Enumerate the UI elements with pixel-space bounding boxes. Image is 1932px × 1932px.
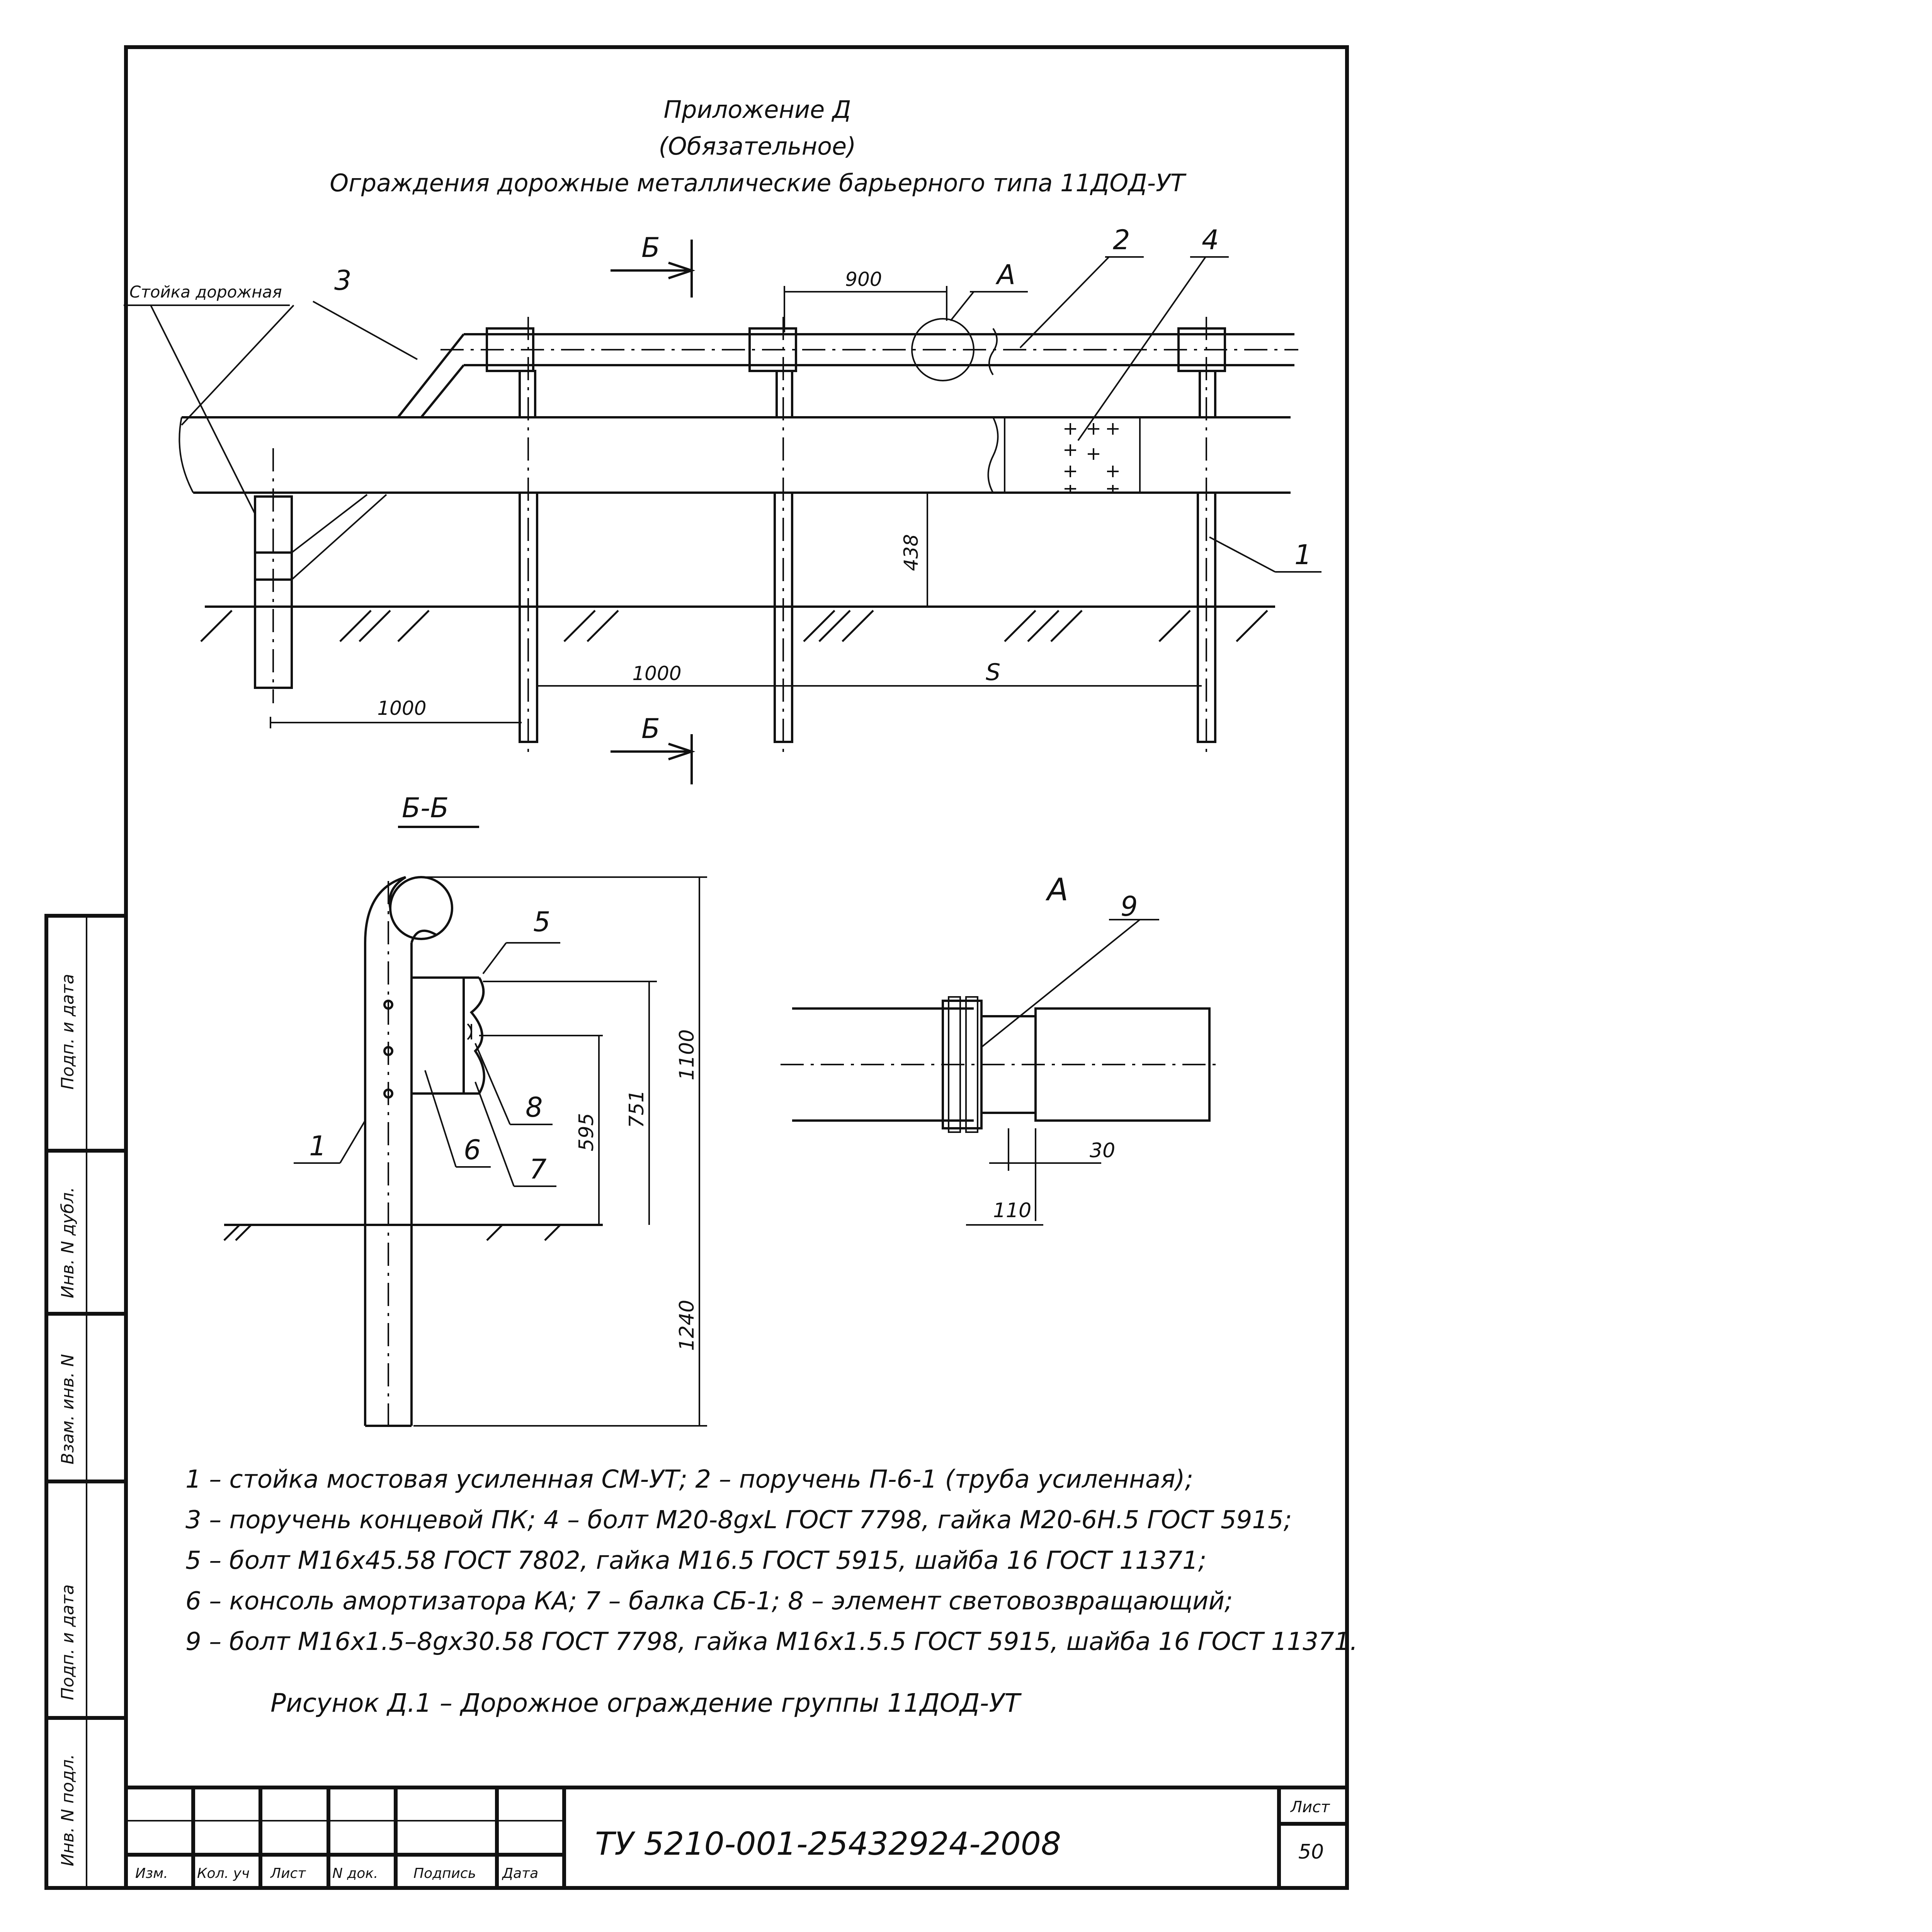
- tb-col-kol: Кол. уч: [197, 1866, 250, 1881]
- callout-3: 3: [334, 265, 352, 296]
- dim-30: 30: [1090, 1139, 1116, 1162]
- post-axes: [273, 317, 1206, 757]
- console-beam: [412, 978, 484, 1094]
- section-title: Б-Б: [402, 792, 449, 824]
- callout-1: 1: [1294, 539, 1312, 571]
- bolt-group: [1065, 423, 1119, 493]
- dim-595: 595: [575, 1113, 598, 1151]
- legend-line-3: 5 – болт М16х45.58 ГОСТ 7802, гайка М16.5 ГОСТ 5915, шайба 16 ГОСТ 11371;: [185, 1546, 1207, 1575]
- callout-s6: 6: [464, 1134, 481, 1166]
- callout-s1: 1: [309, 1130, 327, 1162]
- dim-900: 900: [845, 268, 882, 291]
- legend-line-5: 9 – болт М16х1.5–8gх30.58 ГОСТ 7798, гайка М16х1.5.5 ГОСТ 5915, шайба 16 ГОСТ 11371.: [185, 1628, 1358, 1656]
- callout-2: 2: [1113, 224, 1130, 256]
- side-stamp-4: Подп. и дата: [58, 1584, 78, 1700]
- side-stamp-3: Взам. инв. N: [58, 1354, 78, 1464]
- dim-110: 110: [993, 1199, 1032, 1222]
- callout-s8: 8: [526, 1092, 543, 1123]
- figure-caption: Рисунок Д.1 – Дорожное ограждение группы 11ДОД-УТ: [270, 1688, 1020, 1718]
- section-mark-bottom: Б: [641, 713, 660, 745]
- section-leaders: [294, 943, 560, 1186]
- dim-1100: 1100: [675, 1029, 699, 1081]
- appendix-title: Приложение Д: [663, 95, 851, 124]
- dim-438: 438: [900, 534, 922, 571]
- section-view: [224, 792, 707, 1430]
- side-stamp-2: Инв. N дубл.: [58, 1187, 78, 1298]
- dim-s: S: [985, 659, 1001, 686]
- legend-line-4: 6 – консоль амортизатора КА; 7 – балка СБ-1; 8 – элемент световозвращающий;: [185, 1587, 1233, 1616]
- dim-751: 751: [625, 1090, 648, 1128]
- section-mark-top: Б: [641, 232, 660, 264]
- section-dim-texts: [575, 1029, 699, 1351]
- post-section: [365, 877, 437, 1426]
- handrail-pipe: [398, 328, 1298, 417]
- detail-view: [781, 872, 1217, 1225]
- legend: [185, 1465, 1358, 1656]
- callout-s5: 5: [533, 906, 551, 938]
- section-dims: [413, 877, 707, 1426]
- title-block: [126, 1787, 1347, 1888]
- front-labels: [129, 224, 1312, 745]
- drawing-title: Ограждения дорожные металлические барьерного типа 11ДОД-УТ: [330, 169, 1185, 197]
- callout-s7: 7: [529, 1153, 547, 1185]
- tb-col-list: Лист: [270, 1866, 306, 1881]
- post-road-label: Стойка дорожная: [129, 282, 282, 301]
- dimension-lines: [270, 286, 1202, 728]
- detail-mark: А: [997, 259, 1015, 291]
- detail-title: А: [1047, 872, 1068, 908]
- dim-1000-left: 1000: [377, 697, 427, 719]
- side-stamp-texts: [58, 974, 78, 1866]
- dim-1240: 1240: [675, 1299, 699, 1351]
- side-stamp-1: Подп. и дата: [58, 974, 78, 1090]
- handrail-section: [390, 877, 452, 939]
- detail-dim-texts: [993, 891, 1138, 1222]
- tb-col-ndok: N док.: [332, 1866, 378, 1881]
- sheet-number: 50: [1298, 1840, 1324, 1864]
- detail-dims: [966, 920, 1159, 1225]
- guard-beam: [179, 417, 1291, 493]
- document-code: ТУ 5210-001-25432924-2008: [595, 1826, 1061, 1862]
- section-ground-hatch: [224, 1225, 560, 1240]
- tb-col-izm: Изм.: [135, 1866, 168, 1881]
- side-stamp-5: Инв. N подл.: [58, 1754, 78, 1866]
- callout-4: 4: [1202, 224, 1219, 256]
- section-marks: [611, 240, 692, 784]
- section-labels: [309, 906, 551, 1185]
- appendix-status: (Обязательное): [658, 132, 856, 160]
- header: [330, 95, 1186, 197]
- front-leaders: [124, 257, 1321, 572]
- sheet-label: Лист: [1291, 1798, 1330, 1816]
- tb-col-podpis: Подпись: [413, 1866, 476, 1881]
- dim-1000-mid: 1000: [632, 662, 682, 685]
- legend-line-1: 1 – стойка мостовая усиленная СМ-УТ; 2 – поручень П-6-1 (труба усиленная);: [185, 1465, 1194, 1494]
- tb-col-data: Дата: [502, 1866, 539, 1881]
- ground-hatching: [201, 611, 1267, 641]
- front-view: [124, 224, 1321, 784]
- callout-9: 9: [1121, 891, 1138, 922]
- legend-line-2: 3 – поручень концевой ПК; 4 – болт М20-8gxL ГОСТ 7798, гайка М20-6Н.5 ГОСТ 5915;: [185, 1506, 1292, 1534]
